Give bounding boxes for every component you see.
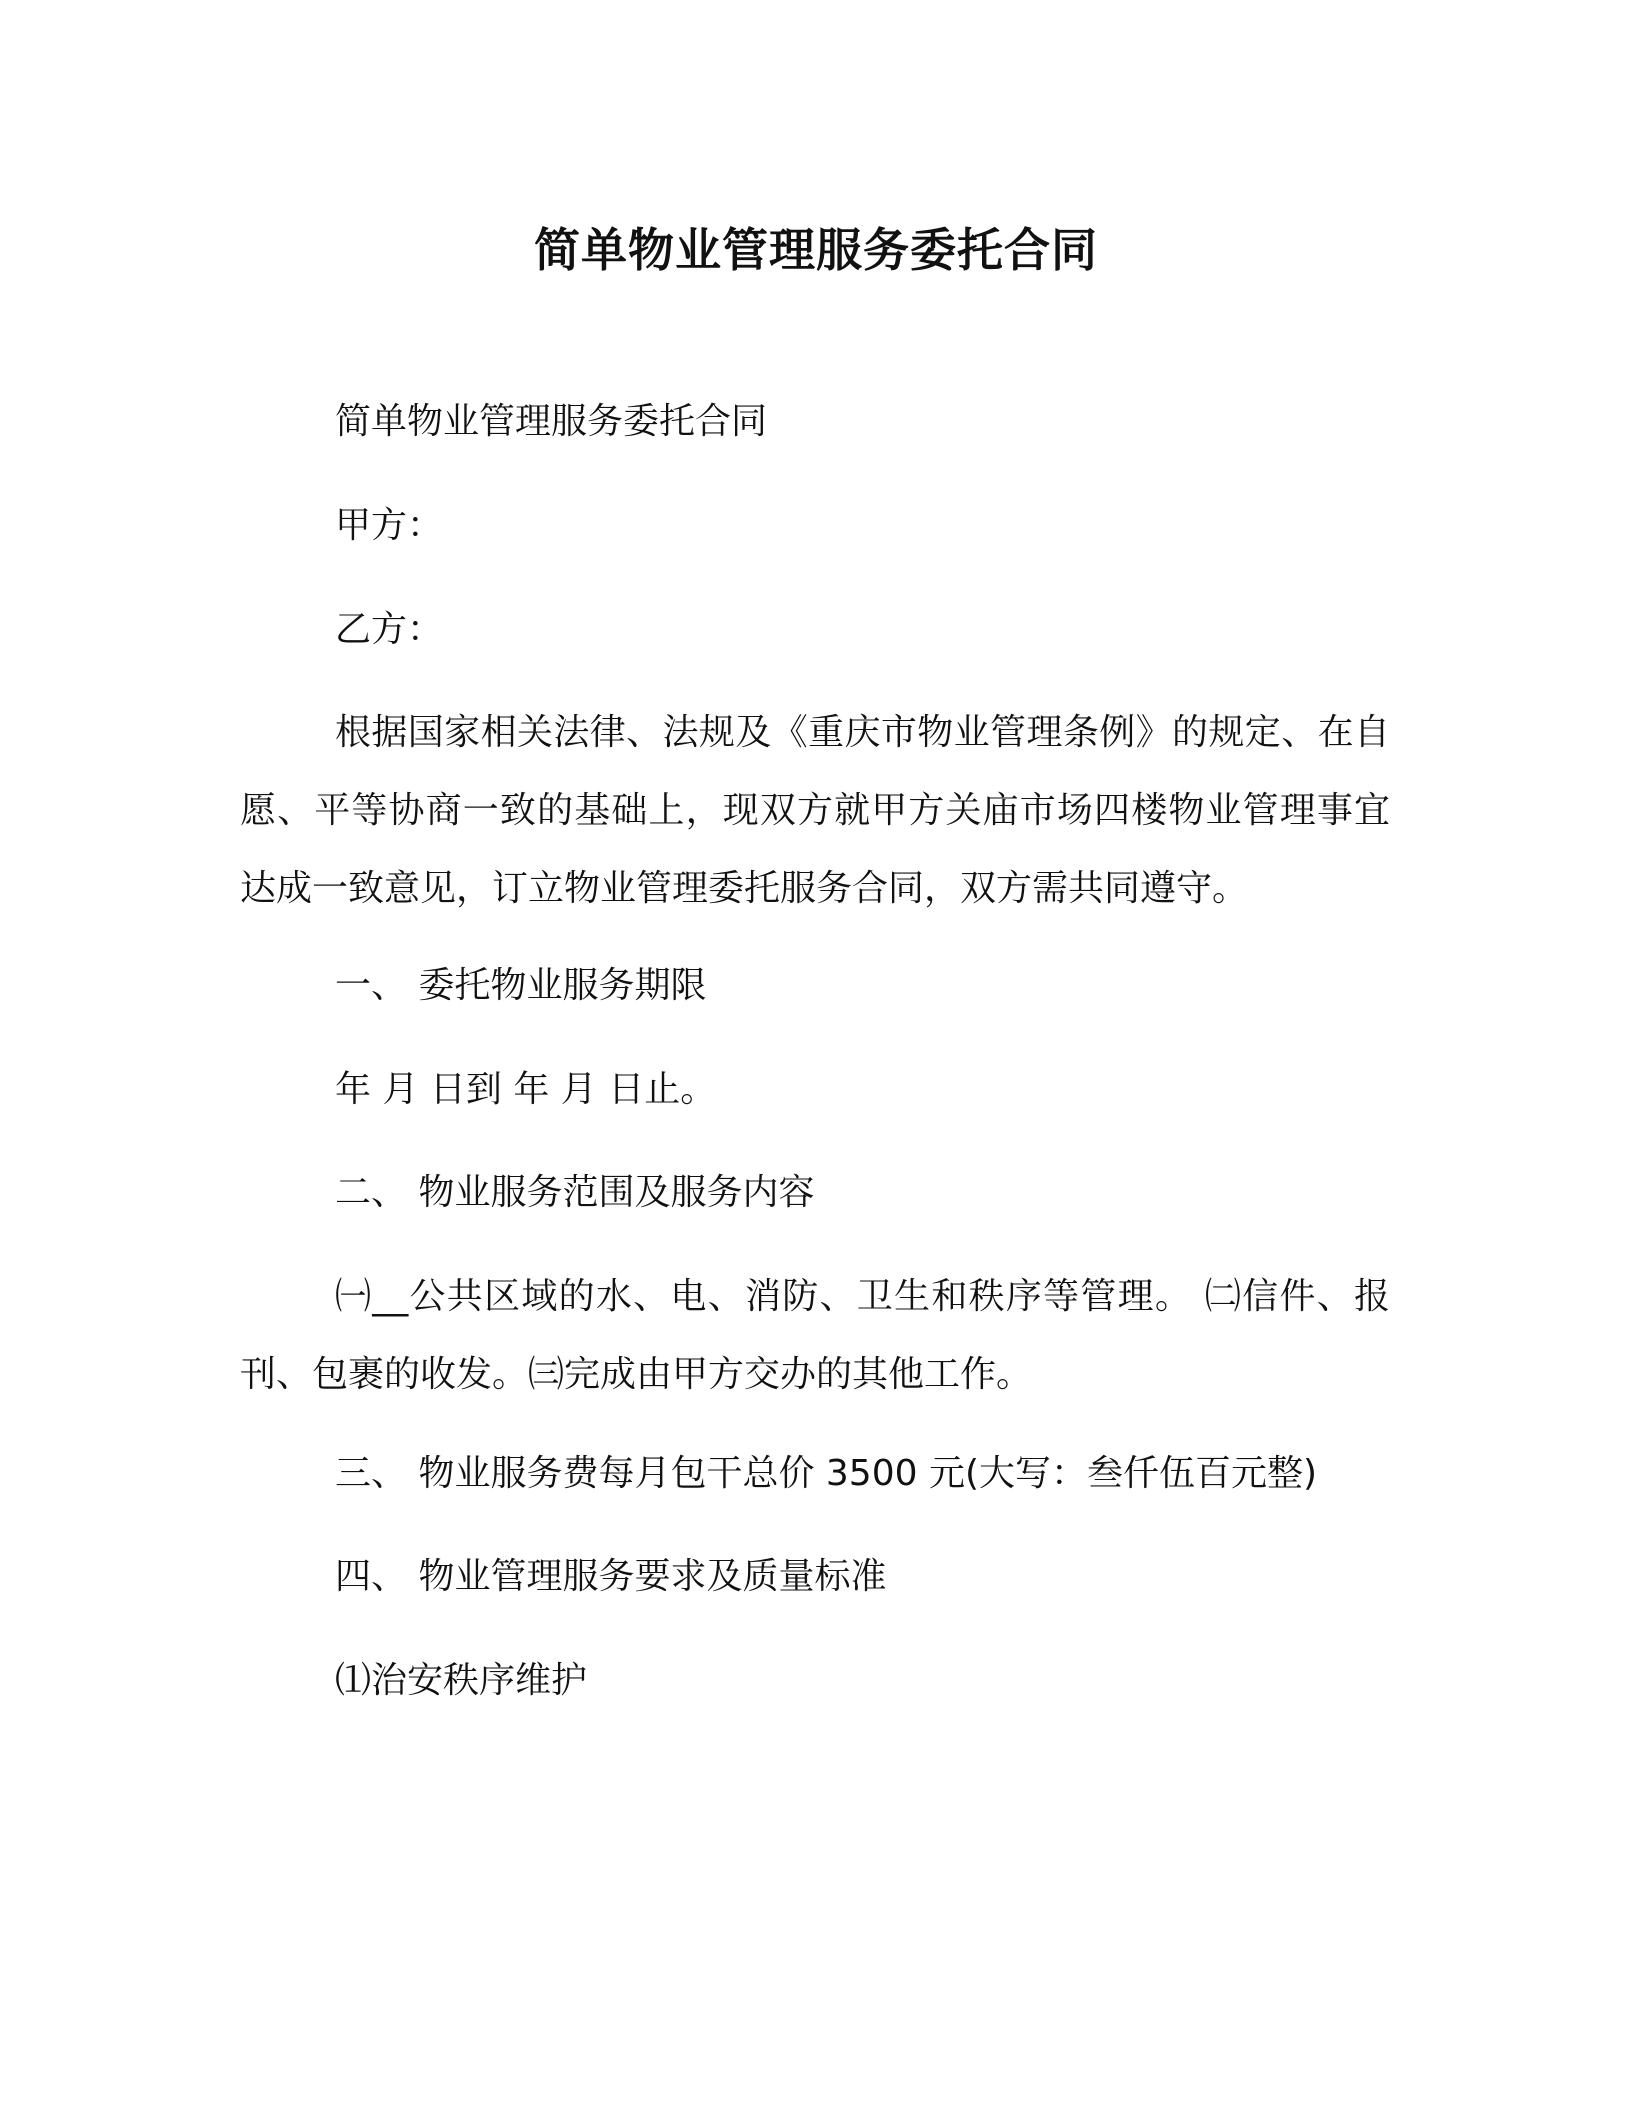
section-2-content: ㈠__公共区域的水、电、消防、卫生和秩序等管理。 ㈡信件、报刊、包裹的收发。㈢完成由甲方交办的其他工作。 bbox=[240, 1276, 1390, 1395]
section-1-period: 年 月 日到 年 月 日止。 bbox=[335, 1069, 717, 1110]
section-1-heading: 一、 委托物业服务期限 bbox=[335, 965, 707, 1006]
section-4-item-1: ⑴治安秩序维护 bbox=[335, 1660, 588, 1701]
party-b-label: 乙方： bbox=[335, 609, 444, 650]
subtitle: 简单物业管理服务委托合同 bbox=[335, 401, 768, 442]
section-2-heading: 二、 物业服务范围及服务内容 bbox=[335, 1172, 815, 1213]
document-title: 简单物业管理服务委托合同 bbox=[534, 223, 1098, 277]
section-4-heading: 四、 物业管理服务要求及质量标准 bbox=[335, 1556, 887, 1597]
preamble-paragraph: 根据国家相关法律、法规及《重庆市物业管理条例》的规定、在自愿、平等协商一致的基础上，现双方就甲方关庙市场四楼物业管理事宜达成一致意见，订立物业管理委托服务合同，双方需共同遵守。 bbox=[240, 712, 1390, 909]
section-3-fee: 三、 物业服务费每月包干总价 3500 元(大写：叁仟伍百元整) bbox=[335, 1453, 1318, 1494]
party-a-label: 甲方： bbox=[335, 505, 444, 546]
